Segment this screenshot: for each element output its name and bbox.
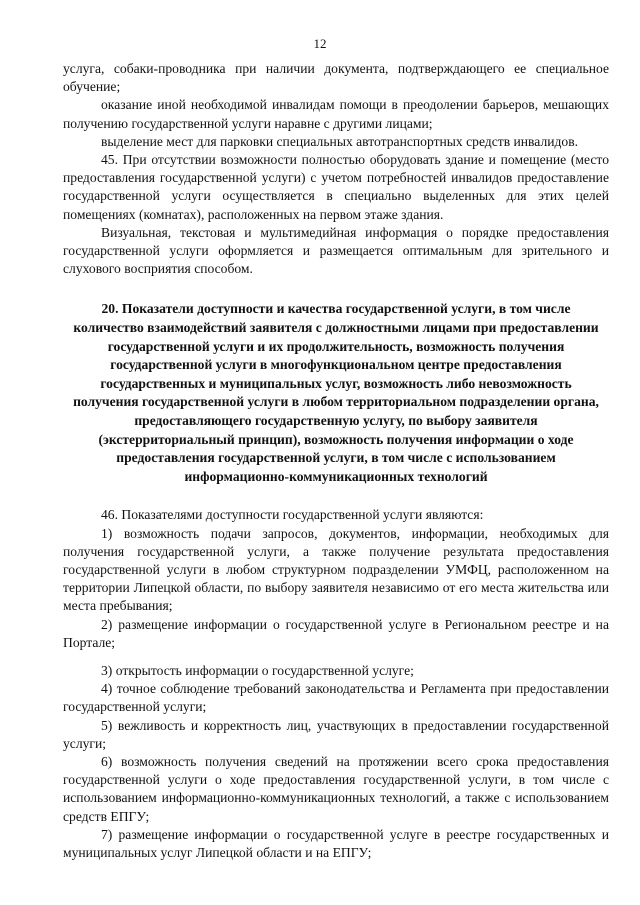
paragraph: услуга, собаки-проводника при наличии документа, подтверждающего ее специальное обучение; xyxy=(63,61,609,95)
list-item: 4) точное соблюдение требований законодательства и Регламента при предоставлении государственной услуги; xyxy=(63,681,609,715)
document-body xyxy=(63,60,609,862)
spacer xyxy=(63,486,609,506)
paragraph-item-45: 45. При отсутствии возможности полностью оборудовать здание и помещение (место предоставления государственной услуги) с учетом потребностей инвалидов предоставление государственной услуги осуществляется в специально выделенных для этих целей помещениях (комнатах), расположенных на первом этаже здания. xyxy=(63,152,609,222)
list-item: 5) вежливость и корректность лиц, участвующих в предоставлении государственной услуги; xyxy=(63,717,609,751)
paragraph: выделение мест для парковки специальных автотранспортных средств инвалидов. xyxy=(101,133,579,149)
list-item: 2) размещение информации о государственной услуге в Региональном реестре и на Портале; xyxy=(63,616,609,650)
spacer xyxy=(63,652,609,662)
section-heading: 20. Показатели доступности и качества государственной услуги, в том числе количество взаимодействий заявителя с должностными лицами при предоставлении государственной услуги и их продолжительность, возможность получения государственной услуги в многофункциональном центре предоставления государственных и муниципальных услуг, возможность либо невозможность получения государственной услуги в любом территориальном подразделении органа, предоставляющего государственную услугу, по выбору заявителя (экстерриториальный принцип), возможность получения информации о ходе предоставления государственной услуги, в том числе с использованием информационно-коммуникационных технологий xyxy=(73,301,599,484)
list-item: 7) размещение информации о государственной услуге в реестре государственных и муниципальных услуг Липецкой области и на ЕПГУ; xyxy=(63,826,609,861)
list-item: 3) открытость информации о государственной услуге; xyxy=(101,663,414,678)
paragraph: Визуальная, текстовая и мультимедийная информация о порядке предоставления государственной услуги оформляется и размещается оптимальным для зрительного и слухового восприятия способом. xyxy=(63,224,609,277)
paragraph: оказание иной необходимой инвалидам помощи в преодолении барьеров, мешающих получению государственной услуги наравне с другими лицами; xyxy=(63,97,609,131)
list-item: 1) возможность подачи запросов, документов, информации, необходимых для получения государственной услуги, а также получение результата предоставления государственной услуги в любом структурном подразделении УМФЦ, расположенном на территории Липецкой области, по выбору заявителя независимо от его места жительства или места пребывания; xyxy=(63,525,609,614)
list-item: 6) возможность получения сведений на протяжении всего срока предоставления государственной услуги о ходе предоставления государственной услуги, в том числе с использованием информационно-коммуникационных технологий, а также с использованием средств ЕПГУ; xyxy=(63,754,609,824)
paragraph-item-46: 46. Показателями доступности государственной услуги являются: xyxy=(101,507,484,523)
page-number: 12 xyxy=(313,36,327,51)
